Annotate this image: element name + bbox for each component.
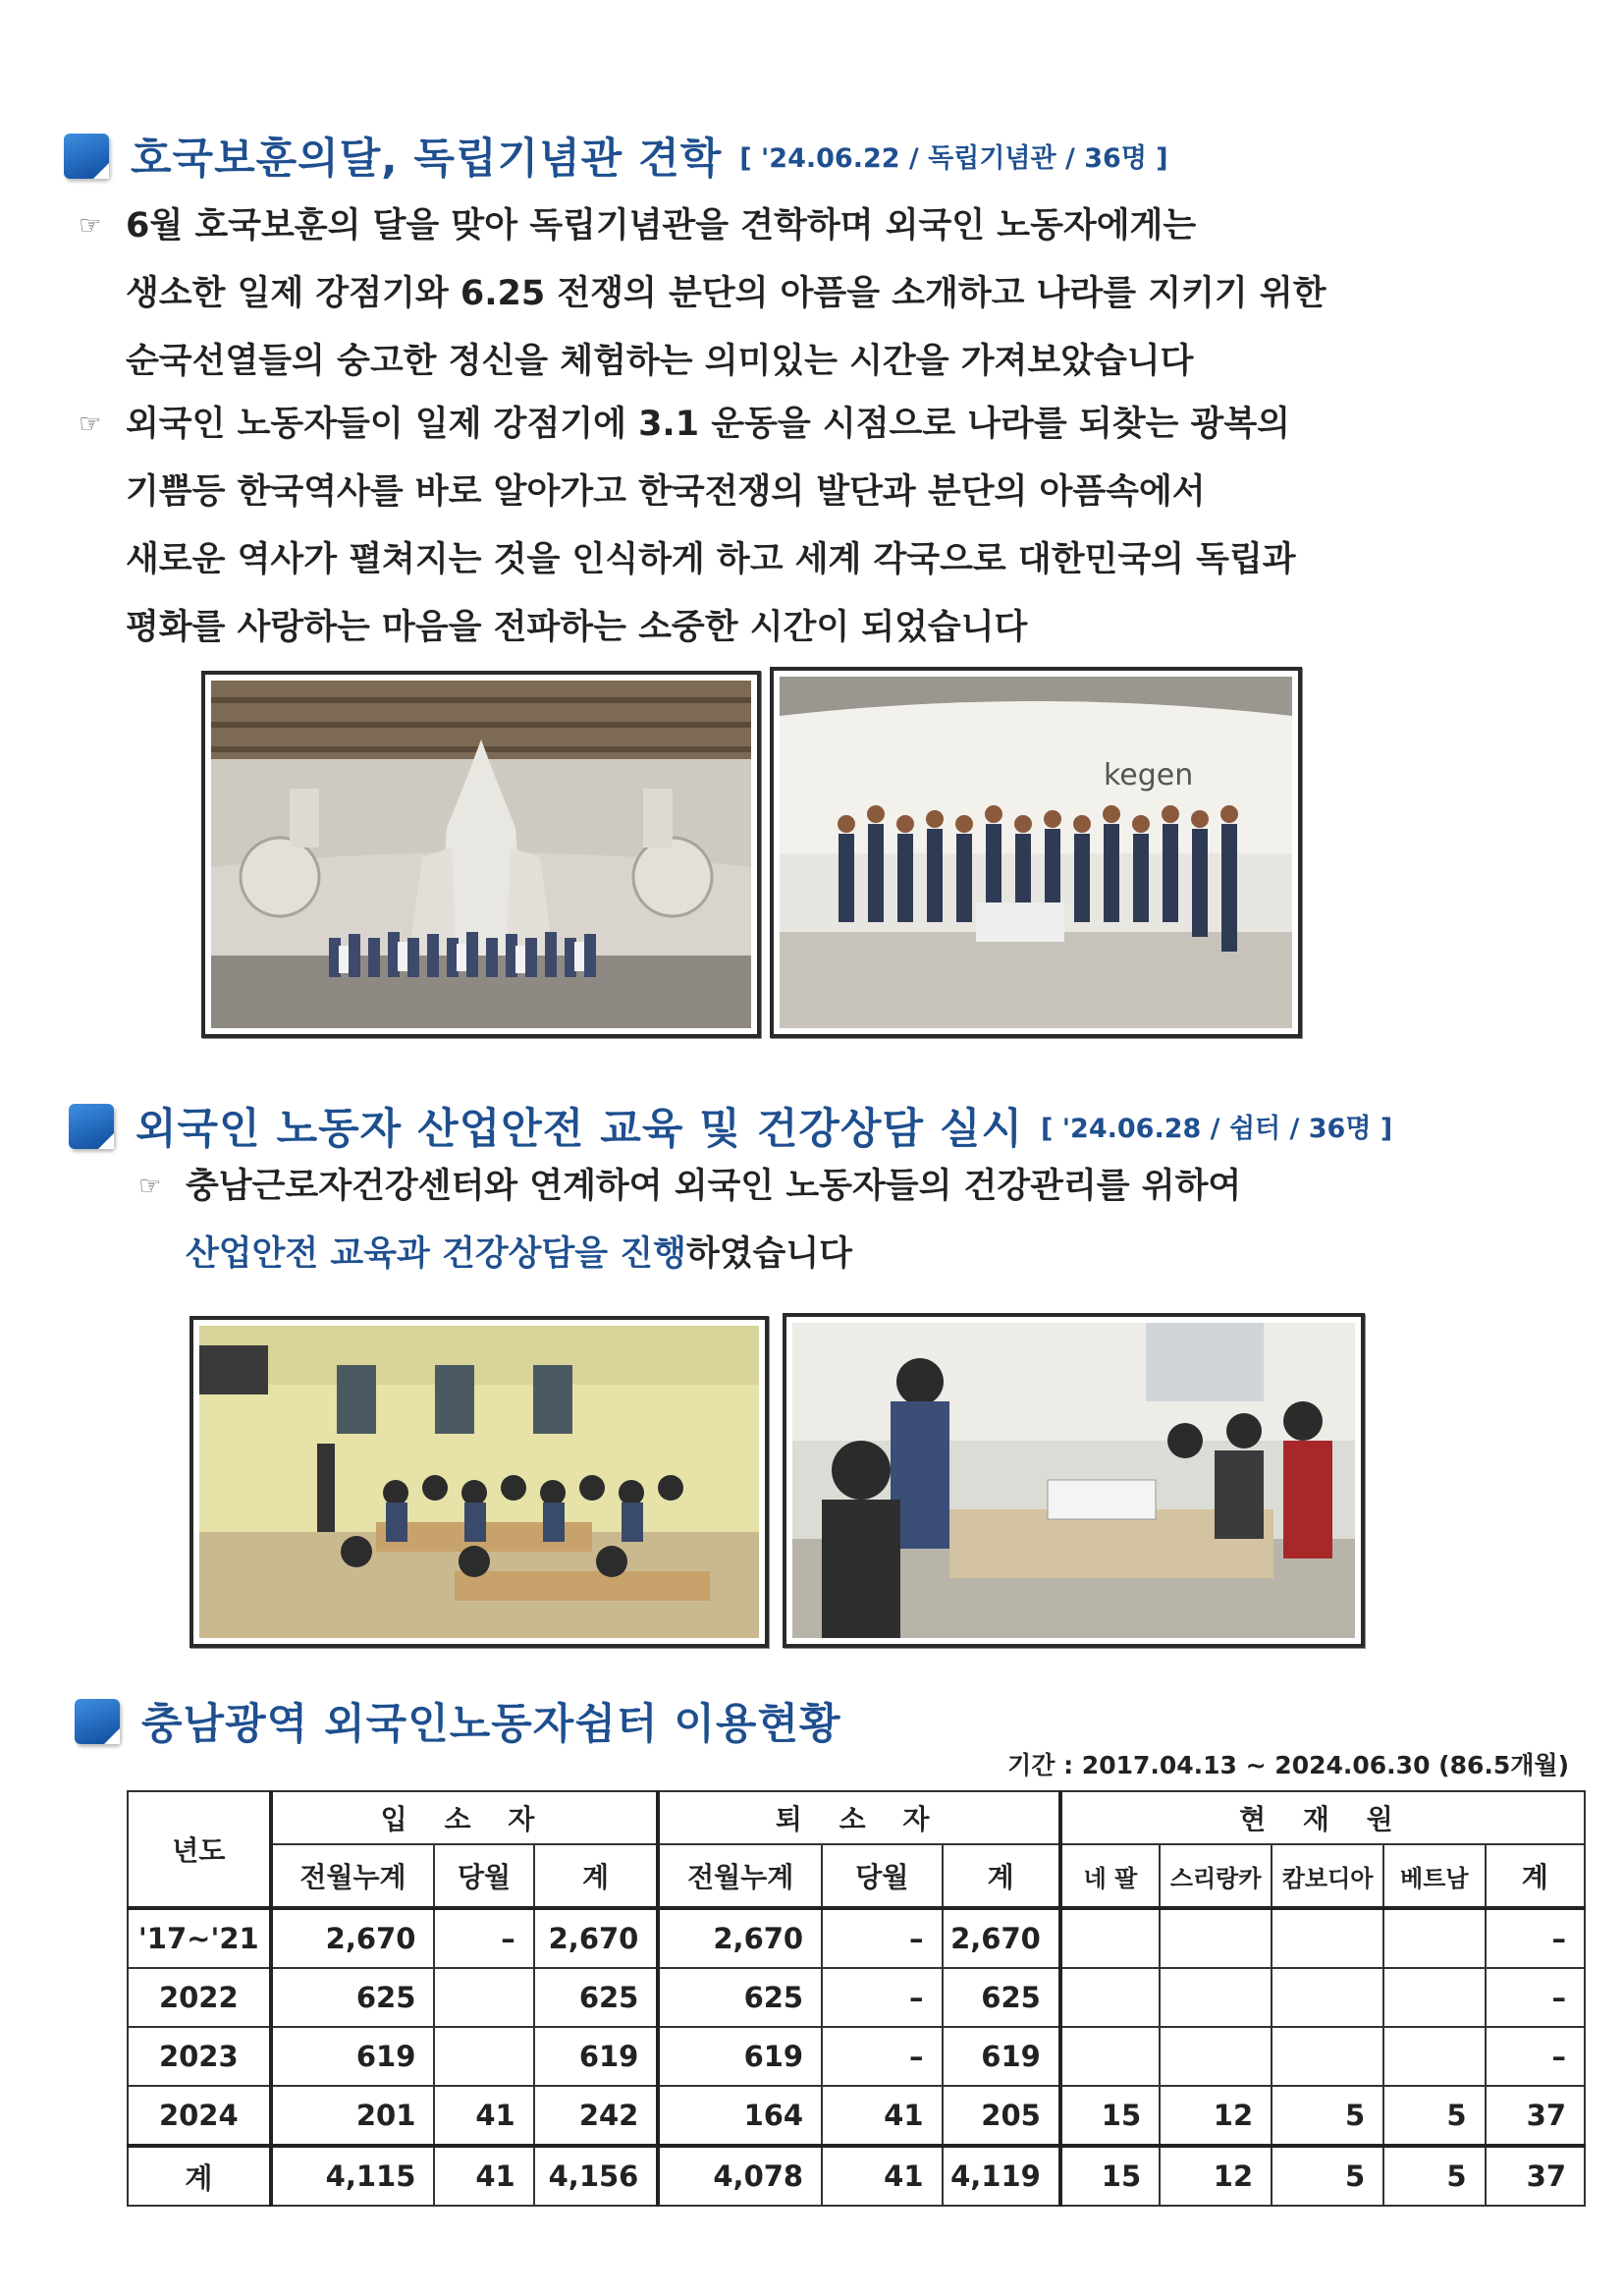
cell: 37 — [1486, 2146, 1585, 2206]
cell: 4,156 — [534, 2146, 659, 2206]
cell: 5 — [1272, 2086, 1383, 2146]
cell — [1160, 2027, 1272, 2086]
col-header: 계 — [943, 1844, 1060, 1908]
section3-heading — [75, 1691, 841, 1751]
col-header: 계 — [534, 1844, 659, 1908]
cell: 619 — [658, 2027, 822, 2086]
cell — [1160, 1908, 1272, 1968]
cell: – — [1486, 2027, 1585, 2086]
table-row — [128, 2086, 1585, 2146]
col-header: 당월 — [822, 1844, 942, 1908]
cell — [1383, 2027, 1485, 2086]
section1-heading — [64, 126, 1168, 186]
year-cell: 2024 — [128, 2086, 271, 2146]
cell — [1272, 1968, 1383, 2027]
cell: 625 — [943, 1968, 1060, 2027]
cell — [1383, 1908, 1485, 1968]
photo-classroom-image — [199, 1326, 759, 1638]
section3-title: 충남광역 외국인노동자쉼터 이용현황 — [141, 1700, 841, 1749]
cell: 4,115 — [271, 2146, 435, 2206]
text-line: 충남근로자건강센터와 연계하여 외국인 노동자들의 건강관리를 위하여 — [186, 1167, 1242, 1206]
cell: 2,670 — [943, 1908, 1060, 1968]
section2-meta: [ '24.06.28 / 쉼터 / 36명 ] — [1041, 1114, 1393, 1144]
pointing-hand-icon: ☞ — [138, 1172, 162, 1201]
cell: 619 — [943, 2027, 1060, 2086]
cell — [1383, 1968, 1485, 2027]
section1-title: 호국보훈의달, 독립기념관 견학 — [131, 135, 723, 184]
cell: 625 — [271, 1968, 435, 2027]
table-row — [128, 2027, 1585, 2086]
photo-statue-group — [201, 671, 761, 1038]
cell: – — [1486, 1968, 1585, 2027]
col-header: 전월누계 — [271, 1844, 435, 1908]
cell: 625 — [658, 1968, 822, 2027]
cell: – — [822, 1908, 942, 1968]
cell: 41 — [822, 2146, 942, 2206]
col-header: 스리랑카 — [1160, 1844, 1272, 1908]
cell: 2,670 — [534, 1908, 659, 1968]
text-line: 외국인 노동자들이 일제 강점기에 3.1 운동을 시점으로 나라를 되찾는 광복의 — [126, 405, 1290, 444]
cell — [1060, 2027, 1160, 2086]
cell — [434, 1968, 533, 2027]
cell: 4,119 — [943, 2146, 1060, 2206]
col-header: 캄보디아 — [1272, 1844, 1383, 1908]
text-line: 새로운 역사가 펼쳐지는 것을 인식하게 하고 세계 각국으로 대한민국의 독립과 — [126, 540, 1296, 579]
section-marker-icon — [75, 1699, 120, 1744]
section2-heading — [69, 1096, 1392, 1156]
cell: – — [822, 1968, 942, 2027]
photo-statue-image — [211, 681, 751, 1028]
year-cell: 2023 — [128, 2027, 271, 2086]
period-label: 기간 : 2017.04.13 ~ 2024.06.30 (86.5개월) — [1007, 1751, 1569, 1779]
year-header: 년도 — [128, 1791, 271, 1908]
section1-paragraph1 — [79, 192, 1326, 396]
cell: 5 — [1383, 2146, 1485, 2206]
text-line: 기쁨등 한국역사를 바로 알아가고 한국전쟁의 발단과 분단의 아픔속에서 — [126, 472, 1206, 512]
cell: 164 — [658, 2086, 822, 2146]
section-marker-icon — [64, 134, 109, 179]
table-total-row — [128, 2146, 1585, 2206]
cell: 2,670 — [271, 1908, 435, 1968]
cell: 15 — [1060, 2086, 1160, 2146]
cell: 205 — [943, 2086, 1060, 2146]
cell — [1272, 2027, 1383, 2086]
cell: 5 — [1272, 2146, 1383, 2206]
current-header: 현 재 원 — [1060, 1791, 1585, 1844]
cell: 41 — [822, 2086, 942, 2146]
cell: 619 — [534, 2027, 659, 2086]
text-line: 6월 호국보훈의 달을 맞아 독립기념관을 견학하며 외국인 노동자에게는 — [126, 206, 1197, 246]
cell: 12 — [1160, 2086, 1272, 2146]
cell: 37 — [1486, 2086, 1585, 2146]
col-header: 네 팔 — [1060, 1844, 1160, 1908]
cell: – — [434, 1908, 533, 1968]
cell — [1160, 1968, 1272, 2027]
photo-museum-image — [780, 677, 1292, 1028]
photo-museum-group — [770, 667, 1302, 1038]
discharges-header: 퇴 소 자 — [658, 1791, 1059, 1844]
section1-meta: [ '24.06.22 / 독립기념관 / 36명 ] — [739, 143, 1168, 174]
cell: 2,670 — [658, 1908, 822, 1968]
cell: 625 — [534, 1968, 659, 2027]
cell: 12 — [1160, 2146, 1272, 2206]
svg-text:kegen: kegen — [1104, 758, 1194, 793]
pointing-hand-icon: ☞ — [79, 211, 102, 241]
cell: 242 — [534, 2086, 659, 2146]
table-row — [128, 1968, 1585, 2027]
col-header: 계 — [1486, 1844, 1585, 1908]
text-line: 생소한 일제 강점기와 6.25 전쟁의 분단의 아픔을 소개하고 나라를 지키기 위한 — [126, 274, 1326, 313]
col-header: 전월누계 — [658, 1844, 822, 1908]
section-marker-icon — [69, 1104, 114, 1149]
admissions-header: 입 소 자 — [271, 1791, 659, 1844]
cell — [1060, 1968, 1160, 2027]
cell: – — [1486, 1908, 1585, 1968]
cell: 201 — [271, 2086, 435, 2146]
text-line: 하였습니다 — [685, 1234, 852, 1274]
photo-consultation-image — [792, 1323, 1355, 1638]
cell: 15 — [1060, 2146, 1160, 2206]
year-cell: 2022 — [128, 1968, 271, 2027]
cell: 41 — [434, 2086, 533, 2146]
table-row — [128, 1908, 1585, 1968]
section2-title: 외국인 노동자 산업안전 교육 및 건강상담 실시 — [135, 1105, 1024, 1154]
text-highlight: 산업안전 교육과 건강상담을 진행 — [186, 1234, 686, 1274]
text-line: 평화를 사랑하는 마음을 전파하는 소중한 시간이 되었습니다 — [126, 608, 1028, 647]
section1-paragraph2 — [79, 391, 1296, 662]
cell: 41 — [434, 2146, 533, 2206]
year-cell: 계 — [128, 2146, 271, 2206]
cell: 619 — [271, 2027, 435, 2086]
cell — [1060, 1908, 1160, 1968]
cell — [1272, 1908, 1383, 1968]
photo-safety-education — [189, 1316, 769, 1648]
pointing-hand-icon: ☞ — [79, 410, 102, 439]
shelter-usage-table — [127, 1790, 1586, 2207]
col-header: 당월 — [434, 1844, 533, 1908]
cell: – — [822, 2027, 942, 2086]
col-header: 베트남 — [1383, 1844, 1485, 1908]
cell: 5 — [1383, 2086, 1485, 2146]
cell — [434, 2027, 533, 2086]
photo-health-consultation — [783, 1313, 1365, 1648]
cell: 4,078 — [658, 2146, 822, 2206]
year-cell: '17~'21 — [128, 1908, 271, 1968]
text-line: 순국선열들의 숭고한 정신을 체험하는 의미있는 시간을 가져보았습니다 — [126, 342, 1194, 381]
section2-paragraph — [138, 1153, 1242, 1288]
